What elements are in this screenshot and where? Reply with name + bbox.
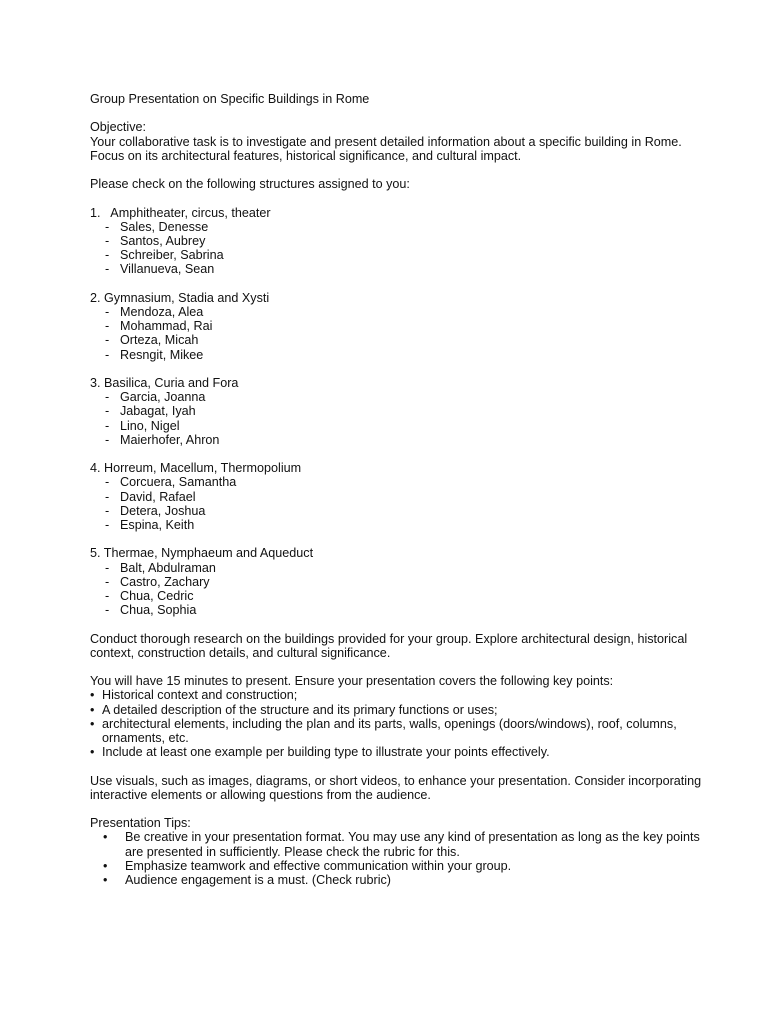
member-list: [90, 305, 710, 362]
member-item: - Resngit, Mikee: [105, 348, 710, 362]
member-item: - Mohammad, Rai: [105, 319, 710, 333]
tips-label: Presentation Tips:: [90, 816, 191, 831]
member-list: [90, 220, 710, 277]
key-point-item: • Historical context and construction;: [90, 688, 710, 702]
document-title: Group Presentation on Specific Buildings in Rome: [90, 92, 370, 106]
key-points-list: [90, 688, 710, 759]
key-point-item: • A detailed description of the structure and its primary functions or uses;: [90, 703, 710, 717]
member-item: - Jabagat, Iyah: [105, 404, 710, 418]
document-page: [90, 92, 710, 887]
member-item: - Balt, Abdulraman: [105, 561, 710, 575]
member-item: - Sales, Denesse: [105, 220, 710, 234]
presentation-intro: You will have 15 minutes to present. Ensure your presentation covers the following key points:: [90, 674, 614, 689]
member-list: [90, 475, 710, 532]
group-heading: 4. Horreum, Macellum, Thermopolium: [90, 461, 302, 476]
key-point-item: • Include at least one example per building type to illustrate your points effectively.: [90, 745, 710, 759]
member-item: - Schreiber, Sabrina: [105, 248, 710, 262]
group-4: [90, 461, 710, 532]
member-list: [90, 561, 710, 618]
group-5: [90, 546, 710, 617]
member-item: - Santos, Aubrey: [105, 234, 710, 248]
group-heading: 3. Basilica, Curia and Fora: [90, 375, 239, 390]
research-instructions: Conduct thorough research on the buildings provided for your group. Explore architectural design, historical context, construction details, and cultural significance.: [90, 631, 688, 660]
member-item: - Corcuera, Samantha: [105, 475, 710, 489]
member-item: - Castro, Zachary: [105, 575, 710, 589]
tip-item: • Be creative in your presentation format. You may use any kind of presentation as long as the key points are presented in sufficiently. Please check the rubric for this.: [90, 830, 710, 858]
member-item: - Orteza, Micah: [105, 333, 710, 347]
member-item: - Villanueva, Sean: [105, 262, 710, 276]
tip-item: • Emphasize teamwork and effective communication within your group.: [90, 859, 710, 873]
objective-text: Your collaborative task is to investigate and present detailed information about a specific building in Rome. Focus on its architectural features, historical significance, and cultural impact.: [90, 134, 682, 163]
group-1: [90, 206, 710, 277]
member-item: - Garcia, Joanna: [105, 390, 710, 404]
group-2: [90, 291, 710, 362]
member-item: - Lino, Nigel: [105, 419, 710, 433]
objective-label: Objective:: [90, 120, 146, 135]
visuals-instructions: Use visuals, such as images, diagrams, or short videos, to enhance your presentation. Consider incorporating interactive elements or allowing questions from the audience.: [90, 773, 702, 802]
member-item: - David, Rafael: [105, 490, 710, 504]
member-item: - Mendoza, Alea: [105, 305, 710, 319]
member-list: [90, 390, 710, 447]
tips-list: [90, 830, 710, 887]
member-item: - Chua, Sophia: [105, 603, 710, 617]
member-item: - Espina, Keith: [105, 518, 710, 532]
member-item: - Detera, Joshua: [105, 504, 710, 518]
group-heading: 5. Thermae, Nymphaeum and Aqueduct: [90, 546, 314, 561]
group-heading: 1. Amphitheater, circus, theater: [90, 205, 271, 220]
group-3: [90, 376, 710, 447]
tip-item: • Audience engagement is a must. (Check rubric): [90, 873, 710, 887]
assignment-intro: Please check on the following structures assigned to you:: [90, 177, 410, 192]
group-heading: 2. Gymnasium, Stadia and Xysti: [90, 290, 270, 305]
member-item: - Maierhofer, Ahron: [105, 433, 710, 447]
key-point-item: • architectural elements, including the plan and its parts, walls, openings (doors/windows), roof, columns, ornaments, etc.: [90, 717, 710, 745]
member-item: - Chua, Cedric: [105, 589, 710, 603]
